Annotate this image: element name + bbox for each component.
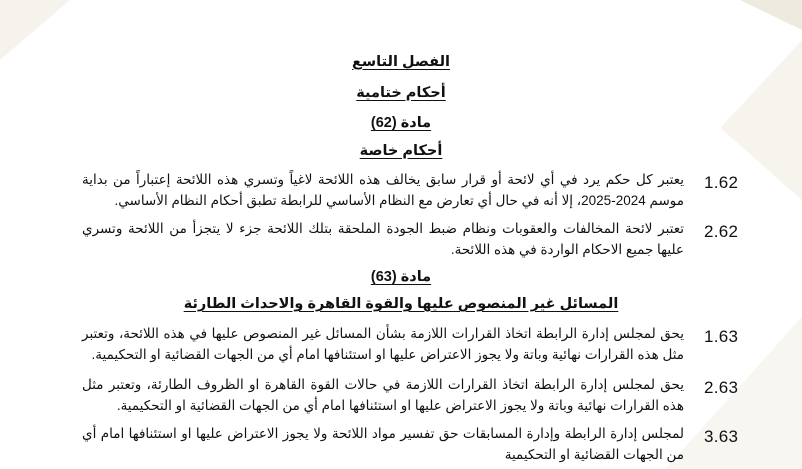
chapter-subtitle-text: أحكام ختامية: [356, 85, 446, 101]
clause-3-63: [0, 423, 802, 467]
clause-1-63: [0, 323, 802, 367]
clause-1-62: [0, 169, 802, 213]
article-62-heading: [0, 142, 802, 160]
article-62-text: مادة (62): [370, 115, 432, 131]
clause-2-62: [0, 218, 802, 262]
clause-number: 3.63: [704, 427, 739, 446]
clause-text: تعتبر لائحة المخالفات والعقوبات ونظام ضبط الجودة الملحقة بتلك اللائحة جزء لا يتجزأ من اللائحة وتسري عليها جميع الاحكام الواردة في هذه اللائحة.: [82, 221, 684, 257]
clause-text: يحق لمجلس إدارة الرابطة اتخاذ القرارات اللازمة بشأن المسائل غير المنصوص عليها في هذه اللائحة، وتعتبر مثل هذه القرارات نهائية وباتة ولا يجوز الاعتراض عليها او استئنافها امام أي من الجهات القضائية او التحكيمية.: [82, 326, 684, 362]
article-63-heading-text: المسائل غير المنصوص عليها والقوة القاهرة والاحداث الطارئة: [183, 296, 619, 312]
clause-number: 2.62: [704, 222, 739, 241]
clause-text: لمجلس إدارة الرابطة وإدارة المسابقات حق تفسير مواد اللائحة ولا يجوز الاعتراض عليها او استئنافها امام أي من الجهات القضائية او التحكيمية: [82, 426, 684, 462]
clause-number: 1.62: [704, 173, 739, 192]
clause-text: يعتبر كل حكم يرد في أي لائحة أو قرار سابق يخالف هذه اللائحة لاغياً وتسري هذه اللائحة إعتباراً من بداية موسم 2024-2025، إلا أنه في حال أي تعارض مع النظام الأساسي للرابطة تطبق أحكام النظام الأساسي.: [82, 172, 684, 208]
article-63-text: مادة (63): [370, 269, 432, 285]
chapter-title-text: الفصل التاسع: [351, 54, 451, 70]
article-63-title: [0, 268, 802, 286]
article-63-heading: [0, 295, 802, 313]
chapter-title: [0, 53, 802, 71]
clause-number: 2.63: [704, 378, 739, 397]
chapter-subtitle: [0, 84, 802, 102]
clause-2-63: [0, 374, 802, 418]
clause-text: يحق لمجلس إدارة الرابطة اتخاذ القرارات اللازمة في حالات القوة القاهرة او الظروف الطارئة، وتعتبر مثل هذه القرارات نهائية وباتة ولا يجوز الاعتراض عليها او استئنافها امام أي من الجهات القضائية او التحكيمية.: [82, 377, 684, 413]
clause-number: 1.63: [704, 327, 739, 346]
article-62-heading-text: أحكام خاصة: [359, 143, 443, 159]
article-62-title: [0, 114, 802, 132]
